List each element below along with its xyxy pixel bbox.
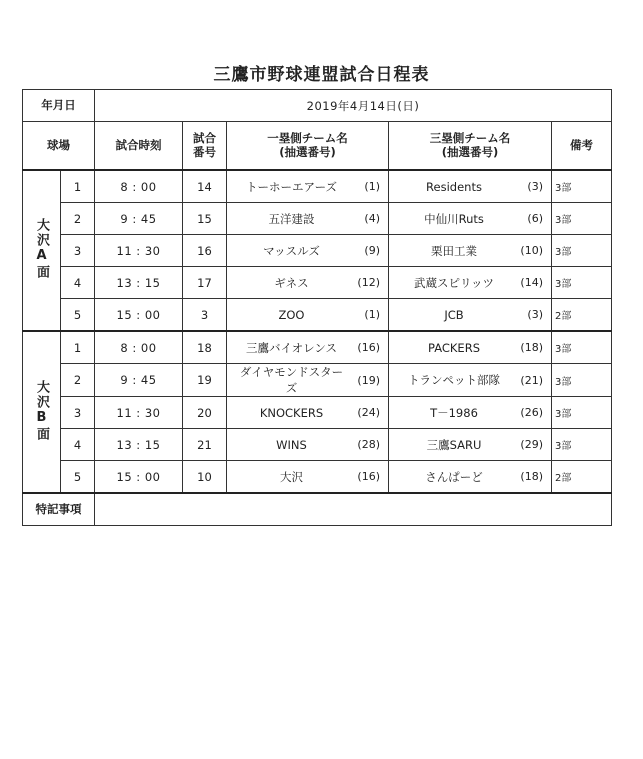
field-name: 大沢B面 bbox=[34, 379, 49, 442]
game-note: 2部 bbox=[552, 299, 612, 332]
first-base-team: ZOO bbox=[278, 307, 305, 322]
game-number: 18 bbox=[183, 331, 227, 364]
first-base-team-cell bbox=[227, 429, 389, 461]
game-number: 19 bbox=[183, 364, 227, 397]
first-base-team: 三鷹バイオレンス bbox=[245, 340, 338, 355]
header-first-base: 一塁側チーム名 (抽選番号) bbox=[227, 122, 389, 171]
game-seq: 1 bbox=[61, 331, 95, 364]
third-base-lot: (21) bbox=[520, 373, 543, 387]
third-base-team-cell bbox=[389, 170, 552, 203]
first-base-team: ダイヤモンドスターズ bbox=[239, 365, 344, 395]
third-base-lot: (6) bbox=[527, 212, 543, 225]
first-base-team-cell bbox=[227, 170, 389, 203]
game-number: 15 bbox=[183, 203, 227, 235]
game-note: 3部 bbox=[552, 203, 612, 235]
first-base-lot: (1) bbox=[364, 308, 380, 321]
game-seq: 2 bbox=[61, 364, 95, 397]
third-base-team: 三鷹SARU bbox=[426, 437, 482, 452]
game-note: 3部 bbox=[552, 235, 612, 267]
game-time: 9 : 45 bbox=[95, 364, 183, 397]
game-row bbox=[23, 267, 612, 299]
game-note: 3部 bbox=[552, 170, 612, 203]
third-base-team: T－1986 bbox=[430, 405, 478, 420]
game-seq: 5 bbox=[61, 461, 95, 494]
header-third-base: 三塁側チーム名 (抽選番号) bbox=[389, 122, 552, 171]
special-notes-row bbox=[23, 493, 612, 526]
third-base-lot: (3) bbox=[527, 180, 543, 193]
game-time: 9 : 45 bbox=[95, 203, 183, 235]
third-base-team: 栗田工業 bbox=[431, 243, 477, 258]
game-number: 3 bbox=[183, 299, 227, 332]
game-number: 14 bbox=[183, 170, 227, 203]
game-time: 11 : 30 bbox=[95, 397, 183, 429]
game-note: 3部 bbox=[552, 364, 612, 397]
header-notes: 備考 bbox=[552, 122, 612, 171]
first-base-team-cell bbox=[227, 299, 389, 332]
game-row bbox=[23, 235, 612, 267]
game-seq: 4 bbox=[61, 429, 95, 461]
third-base-lot: (26) bbox=[520, 406, 543, 419]
date-label: 年月日 bbox=[23, 90, 95, 122]
third-base-team-cell bbox=[389, 299, 552, 332]
first-base-team-cell bbox=[227, 235, 389, 267]
game-time: 8 : 00 bbox=[95, 331, 183, 364]
third-base-team-cell bbox=[389, 397, 552, 429]
date-value: 2019年4月14日(日) bbox=[95, 90, 612, 122]
third-base-lot: (3) bbox=[527, 308, 543, 321]
game-number: 10 bbox=[183, 461, 227, 494]
game-time: 8 : 00 bbox=[95, 170, 183, 203]
third-base-lot: (18) bbox=[520, 341, 543, 354]
game-row bbox=[23, 461, 612, 494]
third-base-team: 中仙川Ruts bbox=[424, 211, 484, 226]
first-base-team-cell bbox=[227, 397, 389, 429]
game-time: 13 : 15 bbox=[95, 267, 183, 299]
third-base-lot: (18) bbox=[520, 470, 543, 483]
field-name: 大沢A面 bbox=[34, 218, 49, 280]
first-base-team-cell bbox=[227, 364, 389, 397]
first-base-lot: (9) bbox=[364, 244, 380, 257]
header-time: 試合時刻 bbox=[95, 122, 183, 171]
first-base-team: WINS bbox=[276, 437, 307, 452]
third-base-team: Residents bbox=[426, 179, 482, 194]
first-base-team: ギネス bbox=[274, 275, 309, 290]
first-base-team: トーホーエアーズ bbox=[245, 179, 338, 194]
first-base-team: KNOCKERS bbox=[259, 405, 324, 420]
special-notes-value bbox=[95, 493, 612, 526]
game-row bbox=[23, 429, 612, 461]
game-row bbox=[23, 331, 612, 364]
game-seq: 3 bbox=[61, 397, 95, 429]
header-field: 球場 bbox=[23, 122, 95, 171]
game-seq: 4 bbox=[61, 267, 95, 299]
game-note: 2部 bbox=[552, 461, 612, 494]
special-notes-label: 特記事項 bbox=[23, 493, 95, 526]
first-base-lot: (12) bbox=[357, 276, 380, 289]
first-base-team: マッスルズ bbox=[263, 243, 320, 258]
game-number: 16 bbox=[183, 235, 227, 267]
game-row bbox=[23, 299, 612, 332]
field-name-cell bbox=[23, 331, 61, 493]
document-title: 三鷹市野球連盟試合日程表 bbox=[213, 65, 430, 85]
game-number: 21 bbox=[183, 429, 227, 461]
first-base-team: 大沢 bbox=[280, 469, 303, 484]
first-base-lot: (4) bbox=[364, 212, 380, 225]
first-base-team-cell bbox=[227, 203, 389, 235]
third-base-team-cell bbox=[389, 461, 552, 494]
first-base-team-cell bbox=[227, 331, 389, 364]
first-base-team-cell bbox=[227, 267, 389, 299]
field-name-cell bbox=[23, 170, 61, 331]
first-base-lot: (1) bbox=[364, 180, 380, 193]
third-base-team: トランペット部隊 bbox=[408, 373, 500, 387]
first-base-lot: (16) bbox=[357, 470, 380, 483]
first-base-lot: (28) bbox=[357, 438, 380, 451]
third-base-lot: (29) bbox=[520, 438, 543, 451]
third-base-lot: (10) bbox=[520, 244, 543, 257]
third-base-team-cell bbox=[389, 331, 552, 364]
game-time: 11 : 30 bbox=[95, 235, 183, 267]
first-base-lot: (16) bbox=[357, 341, 380, 354]
third-base-team-cell bbox=[389, 429, 552, 461]
game-row bbox=[23, 364, 612, 397]
game-row bbox=[23, 170, 612, 203]
header-row bbox=[23, 122, 612, 171]
third-base-lot: (14) bbox=[520, 276, 543, 289]
header-number: 試合 番号 bbox=[183, 122, 227, 171]
game-seq: 3 bbox=[61, 235, 95, 267]
game-note: 3部 bbox=[552, 331, 612, 364]
third-base-team: PACKERS bbox=[428, 340, 480, 355]
game-row bbox=[23, 397, 612, 429]
game-time: 15 : 00 bbox=[95, 299, 183, 332]
third-base-team-cell bbox=[389, 235, 552, 267]
third-base-team-cell bbox=[389, 203, 552, 235]
game-time: 13 : 15 bbox=[95, 429, 183, 461]
first-base-team-cell bbox=[227, 461, 389, 494]
game-note: 3部 bbox=[552, 429, 612, 461]
third-base-team: 武蔵スピリッツ bbox=[413, 275, 495, 290]
schedule-table bbox=[22, 89, 612, 526]
third-base-team: さんぱーど bbox=[425, 469, 483, 484]
third-base-team: JCB bbox=[444, 307, 464, 322]
game-time: 15 : 00 bbox=[95, 461, 183, 494]
game-seq: 1 bbox=[61, 170, 95, 203]
first-base-lot: (19) bbox=[357, 373, 380, 387]
game-row bbox=[23, 203, 612, 235]
game-number: 17 bbox=[183, 267, 227, 299]
game-note: 3部 bbox=[552, 267, 612, 299]
date-row bbox=[23, 90, 612, 122]
third-base-team-cell bbox=[389, 267, 552, 299]
third-base-team-cell bbox=[389, 364, 552, 397]
first-base-lot: (24) bbox=[357, 406, 380, 419]
game-seq: 5 bbox=[61, 299, 95, 332]
game-note: 3部 bbox=[552, 397, 612, 429]
game-number: 20 bbox=[183, 397, 227, 429]
game-seq: 2 bbox=[61, 203, 95, 235]
first-base-team: 五洋建設 bbox=[268, 211, 315, 226]
